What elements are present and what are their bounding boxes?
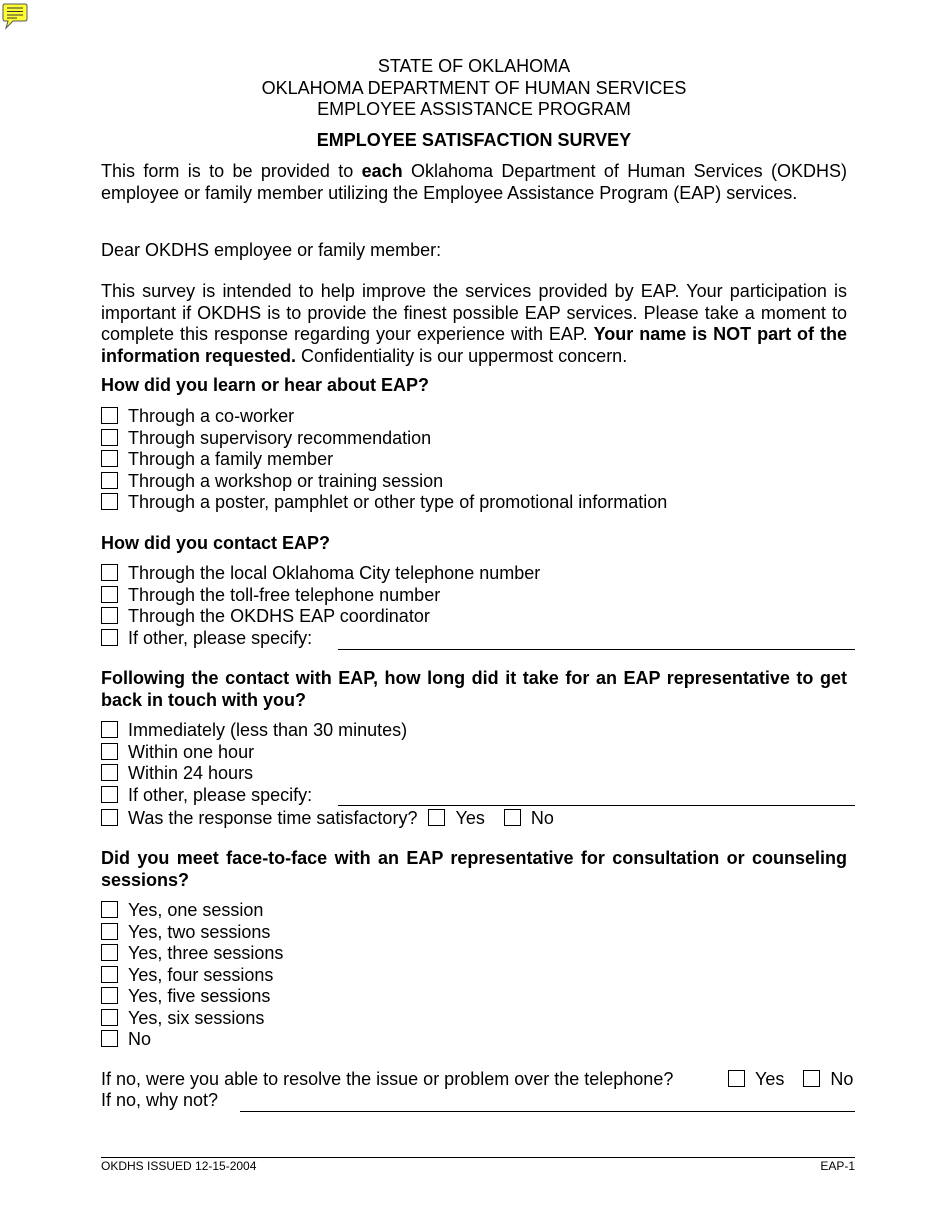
purpose-paragraph — [101, 281, 847, 367]
checkbox[interactable] — [101, 493, 118, 510]
checkbox[interactable] — [101, 564, 118, 581]
other-time-field[interactable] — [338, 805, 855, 806]
checkbox[interactable] — [101, 743, 118, 760]
option-label: If other, please specify: — [128, 627, 313, 648]
option-immediately[interactable] — [101, 720, 407, 742]
option-24-hours[interactable] — [101, 763, 253, 785]
checkbox[interactable] — [101, 629, 118, 646]
footer-form-id: EAP-1 — [820, 1159, 855, 1173]
checkbox[interactable] — [101, 607, 118, 624]
option-toll-free[interactable] — [101, 585, 440, 607]
satisfactory-yes-checkbox[interactable] — [428, 809, 445, 826]
option-five-sessions[interactable] — [101, 986, 270, 1008]
option-label: Through a poster, pamphlet or other type of promotional information — [128, 492, 668, 512]
option-label: Through the toll-free telephone number — [128, 584, 441, 605]
question-face-to-face: Did you meet face-to-face with an EAP representative for consultation or counseling sessions? — [101, 848, 847, 890]
checkbox[interactable] — [101, 786, 118, 803]
option-label: Yes, six sessions — [128, 1007, 265, 1028]
question-response-time: Following the contact with EAP, how long did it take for an EAP representative to get back in touch with you? — [101, 668, 847, 710]
footer-issued: OKDHS ISSUED 12-15-2004 — [101, 1159, 257, 1173]
page-title: EMPLOYEE SATISFACTION SURVEY — [316, 130, 632, 150]
intro-text-bold: each — [361, 161, 403, 181]
checkbox[interactable] — [101, 966, 118, 983]
header-block — [101, 56, 847, 121]
option-label: Through the local Oklahoma City telephone number — [128, 563, 541, 583]
option-workshop[interactable] — [101, 471, 443, 493]
why-not-field[interactable] — [240, 1111, 855, 1112]
checkbox[interactable] — [101, 407, 118, 424]
option-label: Through a family member — [128, 449, 334, 469]
resolve-no-checkbox[interactable] — [803, 1070, 820, 1087]
option-label: Yes, two sessions — [128, 921, 271, 942]
option-coordinator[interactable] — [101, 606, 430, 628]
checkbox[interactable] — [101, 472, 118, 489]
footer-rule — [101, 1157, 855, 1158]
satisfactory-no-checkbox[interactable] — [504, 809, 521, 826]
checkbox[interactable] — [101, 987, 118, 1004]
header-state: STATE OF OKLAHOMA — [377, 56, 571, 76]
option-label: Through a co-worker — [128, 406, 295, 426]
satisfactory-yes-label: Yes — [455, 808, 485, 828]
resolve-yes-checkbox[interactable] — [728, 1070, 745, 1087]
option-label: Within 24 hours — [128, 763, 254, 783]
option-two-sessions[interactable] — [101, 922, 270, 944]
purpose-text-bold: Your name is NOT part of the information requested. — [101, 324, 847, 366]
other-contact-field[interactable] — [338, 649, 855, 650]
option-three-sessions[interactable] — [101, 943, 283, 965]
checkbox[interactable] — [101, 721, 118, 738]
intro-text-a: This form is to be provided to — [101, 161, 362, 181]
option-no-sessions[interactable] — [101, 1029, 151, 1051]
salutation: Dear OKDHS employee or family member: — [101, 240, 442, 260]
option-label: Through supervisory recommendation — [128, 427, 432, 448]
option-local-number[interactable] — [101, 563, 540, 585]
header-department: OKLAHOMA DEPARTMENT OF HUMAN SERVICES — [261, 77, 687, 98]
checkbox[interactable] — [101, 764, 118, 781]
intro-paragraph — [101, 161, 847, 204]
header-program: EMPLOYEE ASSISTANCE PROGRAM — [317, 99, 631, 119]
checkbox[interactable] — [101, 944, 118, 961]
option-label: Within one hour — [128, 741, 255, 762]
purpose-text-a: This survey is intended to help improve the services provided by EAP. Your participation is important if OKDHS is to provide the finest possible EAP services. Please take a moment to complete this response regarding your experience with EAP. — [101, 281, 847, 344]
option-other-contact[interactable] — [101, 628, 312, 650]
resolve-yes-label: Yes — [755, 1069, 785, 1089]
option-one-session[interactable] — [101, 900, 263, 922]
option-co-worker[interactable] — [101, 406, 294, 428]
comment-note-icon[interactable] — [2, 2, 28, 30]
option-one-hour[interactable] — [101, 742, 254, 764]
checkbox[interactable] — [101, 450, 118, 467]
intro-text-b: Oklahoma Department of Human Services (OKDHS) employee or family member utilizing the Employee Assistance Program (EAP) services. — [101, 161, 847, 203]
option-family-member[interactable] — [101, 449, 333, 471]
option-six-sessions[interactable] — [101, 1008, 264, 1030]
satisfactory-label: Was the response time satisfactory? — [128, 808, 418, 828]
checkbox[interactable] — [101, 809, 118, 826]
option-label: Through a workshop or training session — [128, 470, 444, 491]
option-label: Yes, four sessions — [128, 964, 274, 985]
option-label: Immediately (less than 30 minutes) — [128, 720, 408, 740]
option-label: Yes, five sessions — [128, 986, 271, 1006]
question-contact-eap: How did you contact EAP? — [101, 533, 331, 553]
response-satisfactory-row — [101, 808, 554, 830]
satisfactory-no-label: No — [530, 808, 554, 828]
purpose-text-b: Confidentiality is our uppermost concern. — [296, 345, 628, 366]
telephone-resolve-answers — [728, 1069, 853, 1091]
option-supervisory[interactable] — [101, 428, 431, 450]
option-label: If other, please specify: — [128, 784, 313, 805]
checkbox[interactable] — [101, 429, 118, 446]
option-label: Yes, one session — [128, 900, 264, 920]
option-poster[interactable] — [101, 492, 667, 514]
checkbox[interactable] — [101, 1030, 118, 1047]
question-learn-about-eap: How did you learn or hear about EAP? — [101, 375, 430, 395]
option-four-sessions[interactable] — [101, 965, 273, 987]
option-label: Through the OKDHS EAP coordinator — [128, 606, 430, 626]
checkbox[interactable] — [101, 923, 118, 940]
checkbox[interactable] — [101, 901, 118, 918]
option-label: No — [128, 1029, 152, 1049]
option-other-time[interactable] — [101, 785, 312, 807]
resolve-no-label: No — [830, 1069, 854, 1089]
option-label: Yes, three sessions — [128, 943, 284, 963]
checkbox[interactable] — [101, 586, 118, 603]
why-not-label: If no, why not? — [101, 1090, 219, 1110]
checkbox[interactable] — [101, 1009, 118, 1026]
telephone-resolve-question: If no, were you able to resolve the issue or problem over the telephone? — [101, 1069, 674, 1089]
